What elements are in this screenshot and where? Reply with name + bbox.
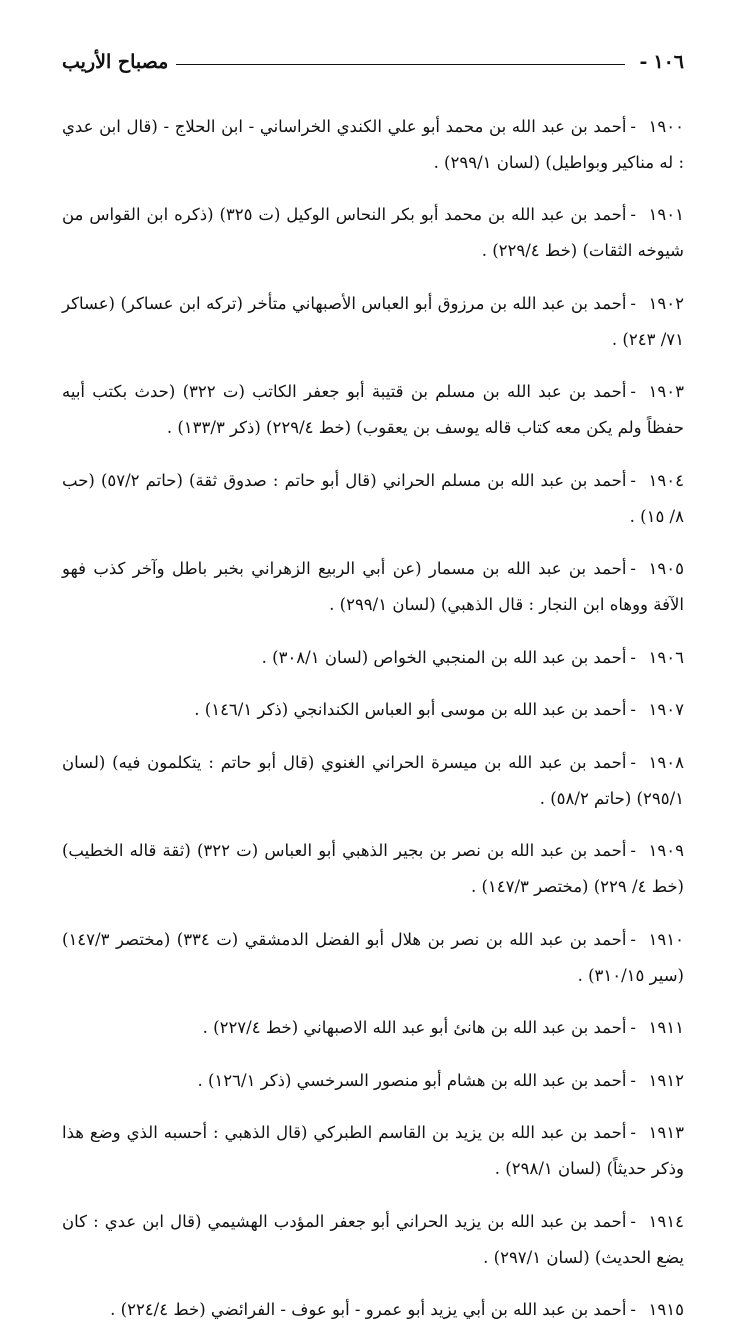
entry-dash: - [630, 559, 636, 578]
entry-1910 [62, 922, 684, 994]
entry-1906 [62, 640, 684, 676]
entry-text: أحمد بن عبد الله بن هانئ أبو عبد الله الاصبهاني (خط ٢٢٧/٤) . [202, 1018, 627, 1037]
entry-text: أحمد بن عبد الله بن مسمار (عن أبي الربيع الزهراني بخبر باطل وآخر كذب فهو الآفة ووهاه ابن النجار : قال الذهبي) (لسان ٢٩٩/١) . [62, 559, 684, 614]
entry-dash: - [630, 470, 636, 490]
entry-number: ١٩١٥ [648, 1300, 684, 1319]
entry-dash: - [630, 293, 636, 313]
entry-text: أحمد بن عبد الله بن موسى أبو العباس الكندانجي (ذكر ١٤٦/١) . [194, 700, 627, 719]
entry-dash: - [630, 700, 636, 719]
entry-dash: - [630, 1300, 636, 1319]
entry-number: ١٩٠٣ [648, 382, 684, 401]
entry-dash: - [630, 1018, 636, 1037]
entry-dash: - [630, 1211, 636, 1231]
entry-text: أحمد بن عبد الله بن ميسرة الحراني الغنوي (قال أبو حاتم : يتكلمون فيه) (لسان ٢٩٥/١) (حاتم ٥٨/٢) . [62, 752, 684, 808]
entry-1912 [62, 1063, 684, 1099]
entry-1902 [62, 286, 684, 358]
entry-text: أحمد بن عبد الله بن محمد أبو علي الكندي الخراساني - ابن الحلاج - (قال ابن عدي : له مناكير وبواطيل) (لسان ٢٩٩/١) . [62, 116, 684, 172]
entry-number: ١٩٠٥ [648, 559, 684, 578]
entry-1908 [62, 745, 684, 817]
entry-text: أحمد بن عبد الله بن يزيد بن القاسم الطبركي (قال الذهبي : أحسبه الذي وضع هذا وذكر حديثاً) (لسان ٢٩٨/١) . [62, 1123, 684, 1178]
entry-1909 [62, 833, 684, 905]
entry-dash: - [630, 929, 636, 949]
entry-dash: - [630, 1070, 636, 1090]
entry-text: أحمد بن عبد الله بن مرزوق أبو العباس الأصبهاني متأخر (تركه ابن عساكر) (عساكر ٧١/ ٢٤٣) . [62, 293, 684, 349]
page-header [62, 40, 684, 84]
entry-dash: - [630, 841, 636, 860]
book-page [62, 40, 684, 1319]
entry-number: ١٩٠٦ [648, 647, 684, 667]
entry-1901 [62, 197, 684, 269]
entry-text: أحمد بن عبد الله بن يزيد الحراني أبو جعفر المؤدب الهشيمي (قال ابن عدي : كان يضع الحديث) (لسان ٢٩٧/١) . [62, 1211, 684, 1267]
entry-text: أحمد بن عبد الله بن نصر بن بجير الذهبي أبو العباس (ت ٣٢٢) (ثقة قاله الخطيب) (خط ٤/ ٢٢٩) (مختصر ١٤٧/٣) . [62, 841, 684, 896]
header-rule [176, 64, 625, 65]
entry-1907 [62, 692, 684, 728]
entries-list [62, 92, 684, 1332]
entry-number: ١٩٠٧ [648, 700, 684, 719]
entry-dash: - [630, 116, 636, 136]
entry-dash: - [630, 205, 636, 224]
entry-text: أحمد بن عبد الله بن المنجبي الخواص (لسان ٣٠٨/١) . [261, 647, 627, 667]
entry-number: ١٩٠٨ [648, 752, 684, 772]
entry-number: ١٩٠٤ [648, 470, 684, 490]
entry-1905 [62, 551, 684, 623]
entry-number: ١٩١٣ [648, 1123, 684, 1142]
entry-text: أحمد بن عبد الله بن نصر بن هلال أبو الفضل الدمشقي (ت ٣٣٤) (مختصر ١٤٧/٣) (سير ٣١٠/١٥) . [62, 929, 684, 985]
running-title: مصباح الأريب [62, 51, 169, 73]
entry-text: أحمد بن عبد الله بن محمد أبو بكر النحاس الوكيل (ت ٣٢٥) (ذكره ابن القواس من شيوخه الثقات) (خط ٢٢٩/٤) . [62, 205, 684, 260]
page-number: ١٠٦ [653, 51, 684, 73]
entry-number: ١٩٠٠ [648, 116, 684, 136]
entry-dash: - [630, 382, 636, 401]
entry-text: أحمد بن عبد الله بن أبي يزيد أبو عمرو - أبو عوف - الفرائضي (خط ٢٢٤/٤) . [110, 1300, 627, 1319]
entry-1911 [62, 1010, 684, 1046]
entry-number: ١٩٠٢ [648, 293, 684, 313]
entry-dash: - [630, 752, 636, 772]
entry-number: ١٩١١ [648, 1018, 684, 1037]
entry-1913 [62, 1115, 684, 1187]
entry-dash: - [630, 647, 636, 667]
entry-1900 [62, 109, 684, 181]
entry-number: ١٩١٢ [648, 1070, 684, 1090]
entry-number: ١٩١٤ [648, 1211, 684, 1231]
entry-number: ١٩٠١ [648, 205, 684, 224]
entry-number: ١٩١٠ [648, 929, 684, 949]
entry-text: أحمد بن عبد الله بن مسلم الحراني (قال أبو حاتم : صدوق ثقة) (حاتم ٥٧/٢) (حب ٨/ ١٥) . [62, 470, 684, 526]
entry-1915 [62, 1292, 684, 1328]
entry-1914 [62, 1204, 684, 1276]
entry-dash: - [630, 1123, 636, 1142]
entry-text: أحمد بن عبد الله بن مسلم بن قتيبة أبو جعفر الكاتب (ت ٣٢٢) (حدث بكتب أبيه حفظاً ولم يكن معه كتاب قاله يوسف بن يعقوب) (خط ٢٢٩/٤) (ذكر ١٣٣/٣) . [62, 382, 684, 437]
entry-1904 [62, 463, 684, 535]
entry-text: أحمد بن عبد الله بن هشام أبو منصور السرخسي (ذكر ١٢٦/١) . [197, 1070, 627, 1090]
entry-number: ١٩٠٩ [648, 841, 684, 860]
header-dash: - [639, 51, 648, 73]
entry-1903 [62, 374, 684, 446]
